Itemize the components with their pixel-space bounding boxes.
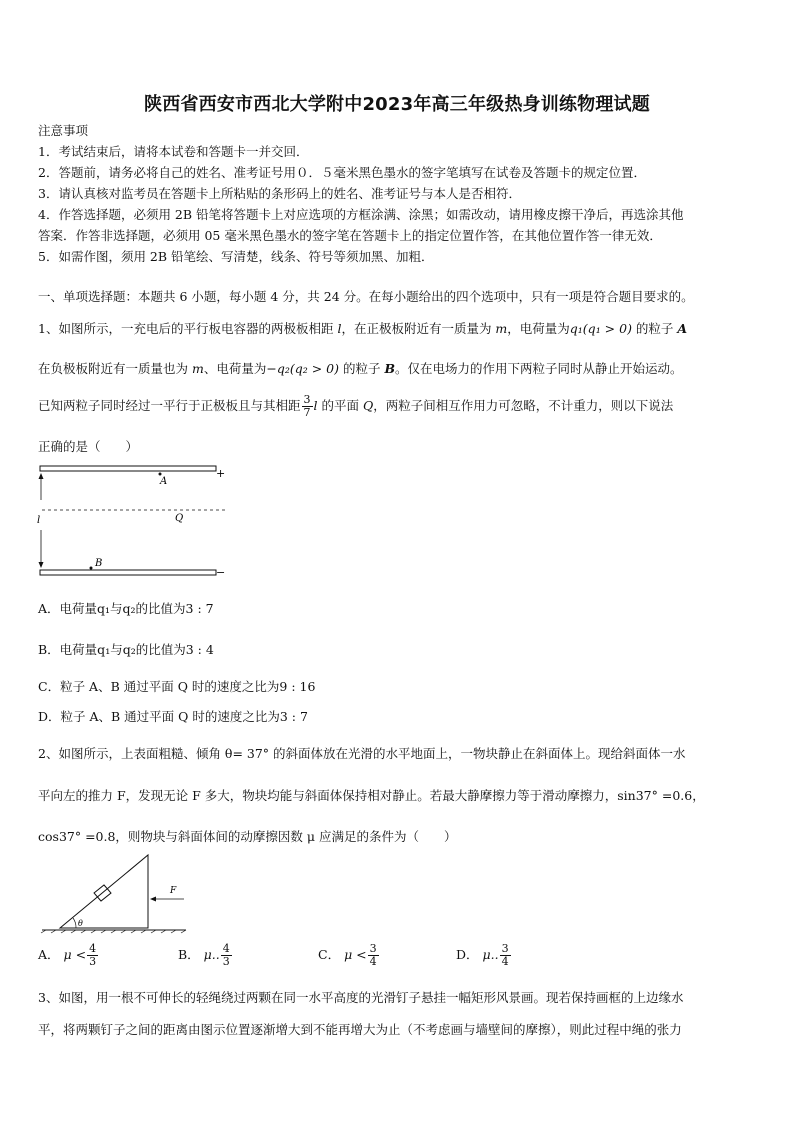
page-title: 陕西省西安市西北大学附中2023年高三年级热身训练物理试题 [144,94,650,115]
q2-line1: 2、如图所示，上表面粗糙、倾角 θ= 37° 的斜面体放在光滑的水平地面上，一物块静止在斜面体上。现给斜面体一水 [38,746,686,761]
capacitor-diagram [34,462,234,584]
notice-item: 4．作答选择题，必须用 2B 铅笔将答题卡上对应选项的方框涂满、涂黑；如需改动，请用橡皮擦干净后，再选涂其他 [38,207,684,222]
q1-option-b: B．电荷量q₁与q₂的比值为3 : 4 [38,642,214,657]
label-f: F [170,886,177,896]
q1-line2: 在负极板附近有一质量也为 m、电荷量为−q₂(q₂ > 0) 的粒子 B。仅在电场力的作用下两粒子同时从静止开始运动。 [38,361,683,376]
particle-b [90,567,93,570]
section-heading: 一、单项选择题：本题共 6 小题，每小题 4 分，共 24 分。在每小题给出的四个选项中，只有一项是符合题目要求的。 [38,289,694,304]
notice-item: 5．如需作图，须用 2B 铅笔绘、写清楚，线条、符号等须加黑、加粗． [38,249,434,264]
arrow-up [39,473,44,479]
q3-line1: 3、如图，用一根不可伸长的轻绳绕过两颗在同一水平高度的光滑钉子悬挂一幅矩形风景画。现若保持画框的上边缘水 [38,990,684,1005]
notice-item: 答案．作答非选择题，必须用 05 毫米黑色墨水的签字笔在答题卡上的指定位置作答，在其他位置作答一律无效． [38,228,662,243]
fraction-3-7: $\frac{3}{7}$ [303,393,311,419]
notice-heading: 注意事项 [38,123,89,138]
force-arrowhead [150,897,156,902]
label-a: A [160,476,168,487]
q1-option-c: C．粒子 A、B 通过平面 Q 时的速度之比为9 : 16 [38,679,316,694]
minus-sign: − [216,566,226,579]
q1-line4: 正确的是（ ） [38,439,139,454]
positive-plate [40,466,216,471]
q2-line3: cos37° =0.8，则物块与斜面体间的动摩擦因数 μ 应满足的条件为（ ） [38,829,457,844]
q1-line1: 1、如图所示，一充电后的平行板电容器的两极板相距 l，在正极板附近有一质量为 m，电荷量为q₁(q₁ > 0) 的粒子 A [38,321,688,336]
q2-option-d: D． μ.. $\frac{3}{4}$ [456,942,509,968]
plus-sign: + [216,467,226,480]
q2-options [38,943,576,968]
q1-option-d: D．粒子 A、B 通过平面 Q 时的速度之比为3 : 7 [38,709,308,724]
negative-plate [40,570,216,575]
arrow-down [39,562,44,568]
q1-option-a: A．电荷量q₁与q₂的比值为3 : 7 [38,601,214,616]
incline-wedge [60,855,148,928]
notice-item: 3．请认真核对监考员在答题卡上所粘贴的条形码上的姓名、准考证号与本人是否相符． [38,186,521,201]
label-theta: θ [78,919,83,928]
q2-option-b: B． μ.. $\frac{4}{3}$ [178,942,230,968]
q2-line2: 平向左的推力 F，发现无论 F 多大，物块均能与斜面体保持相对静止。若最大静摩擦力等于滑动摩擦力，sin37° =0.6， [38,788,705,803]
q3-line2: 平，将两颗钉子之间的距离由图示位置逐渐增大到不能再增大为止（不考虑画与墙壁间的摩擦），则此过程中绳的张力 [38,1022,682,1037]
notice-item: 1．考试结束后，请将本试卷和答题卡一并交回． [38,144,309,159]
label-b: B [95,558,103,569]
label-q: Q [175,513,184,524]
q2-option-c: C． μ < $\frac{3}{4}$ [318,942,377,968]
q1-line3: 已知两粒子同时经过一平行于正极板且与其相距 $\frac{3}{7}$ l 的平面 Q，两粒子间相互作用力可忽略，不计重力，则以下说法 [38,393,674,419]
incline-diagram [36,852,196,934]
notice-item: 2．答题前，请务必将自己的姓名、准考证号用０．５毫米黑色墨水的签字笔填写在试卷及答题卡的规定位置． [38,165,646,180]
label-l: l [37,515,41,526]
q2-option-a: A． μ < $\frac{4}{3}$ [38,942,97,968]
